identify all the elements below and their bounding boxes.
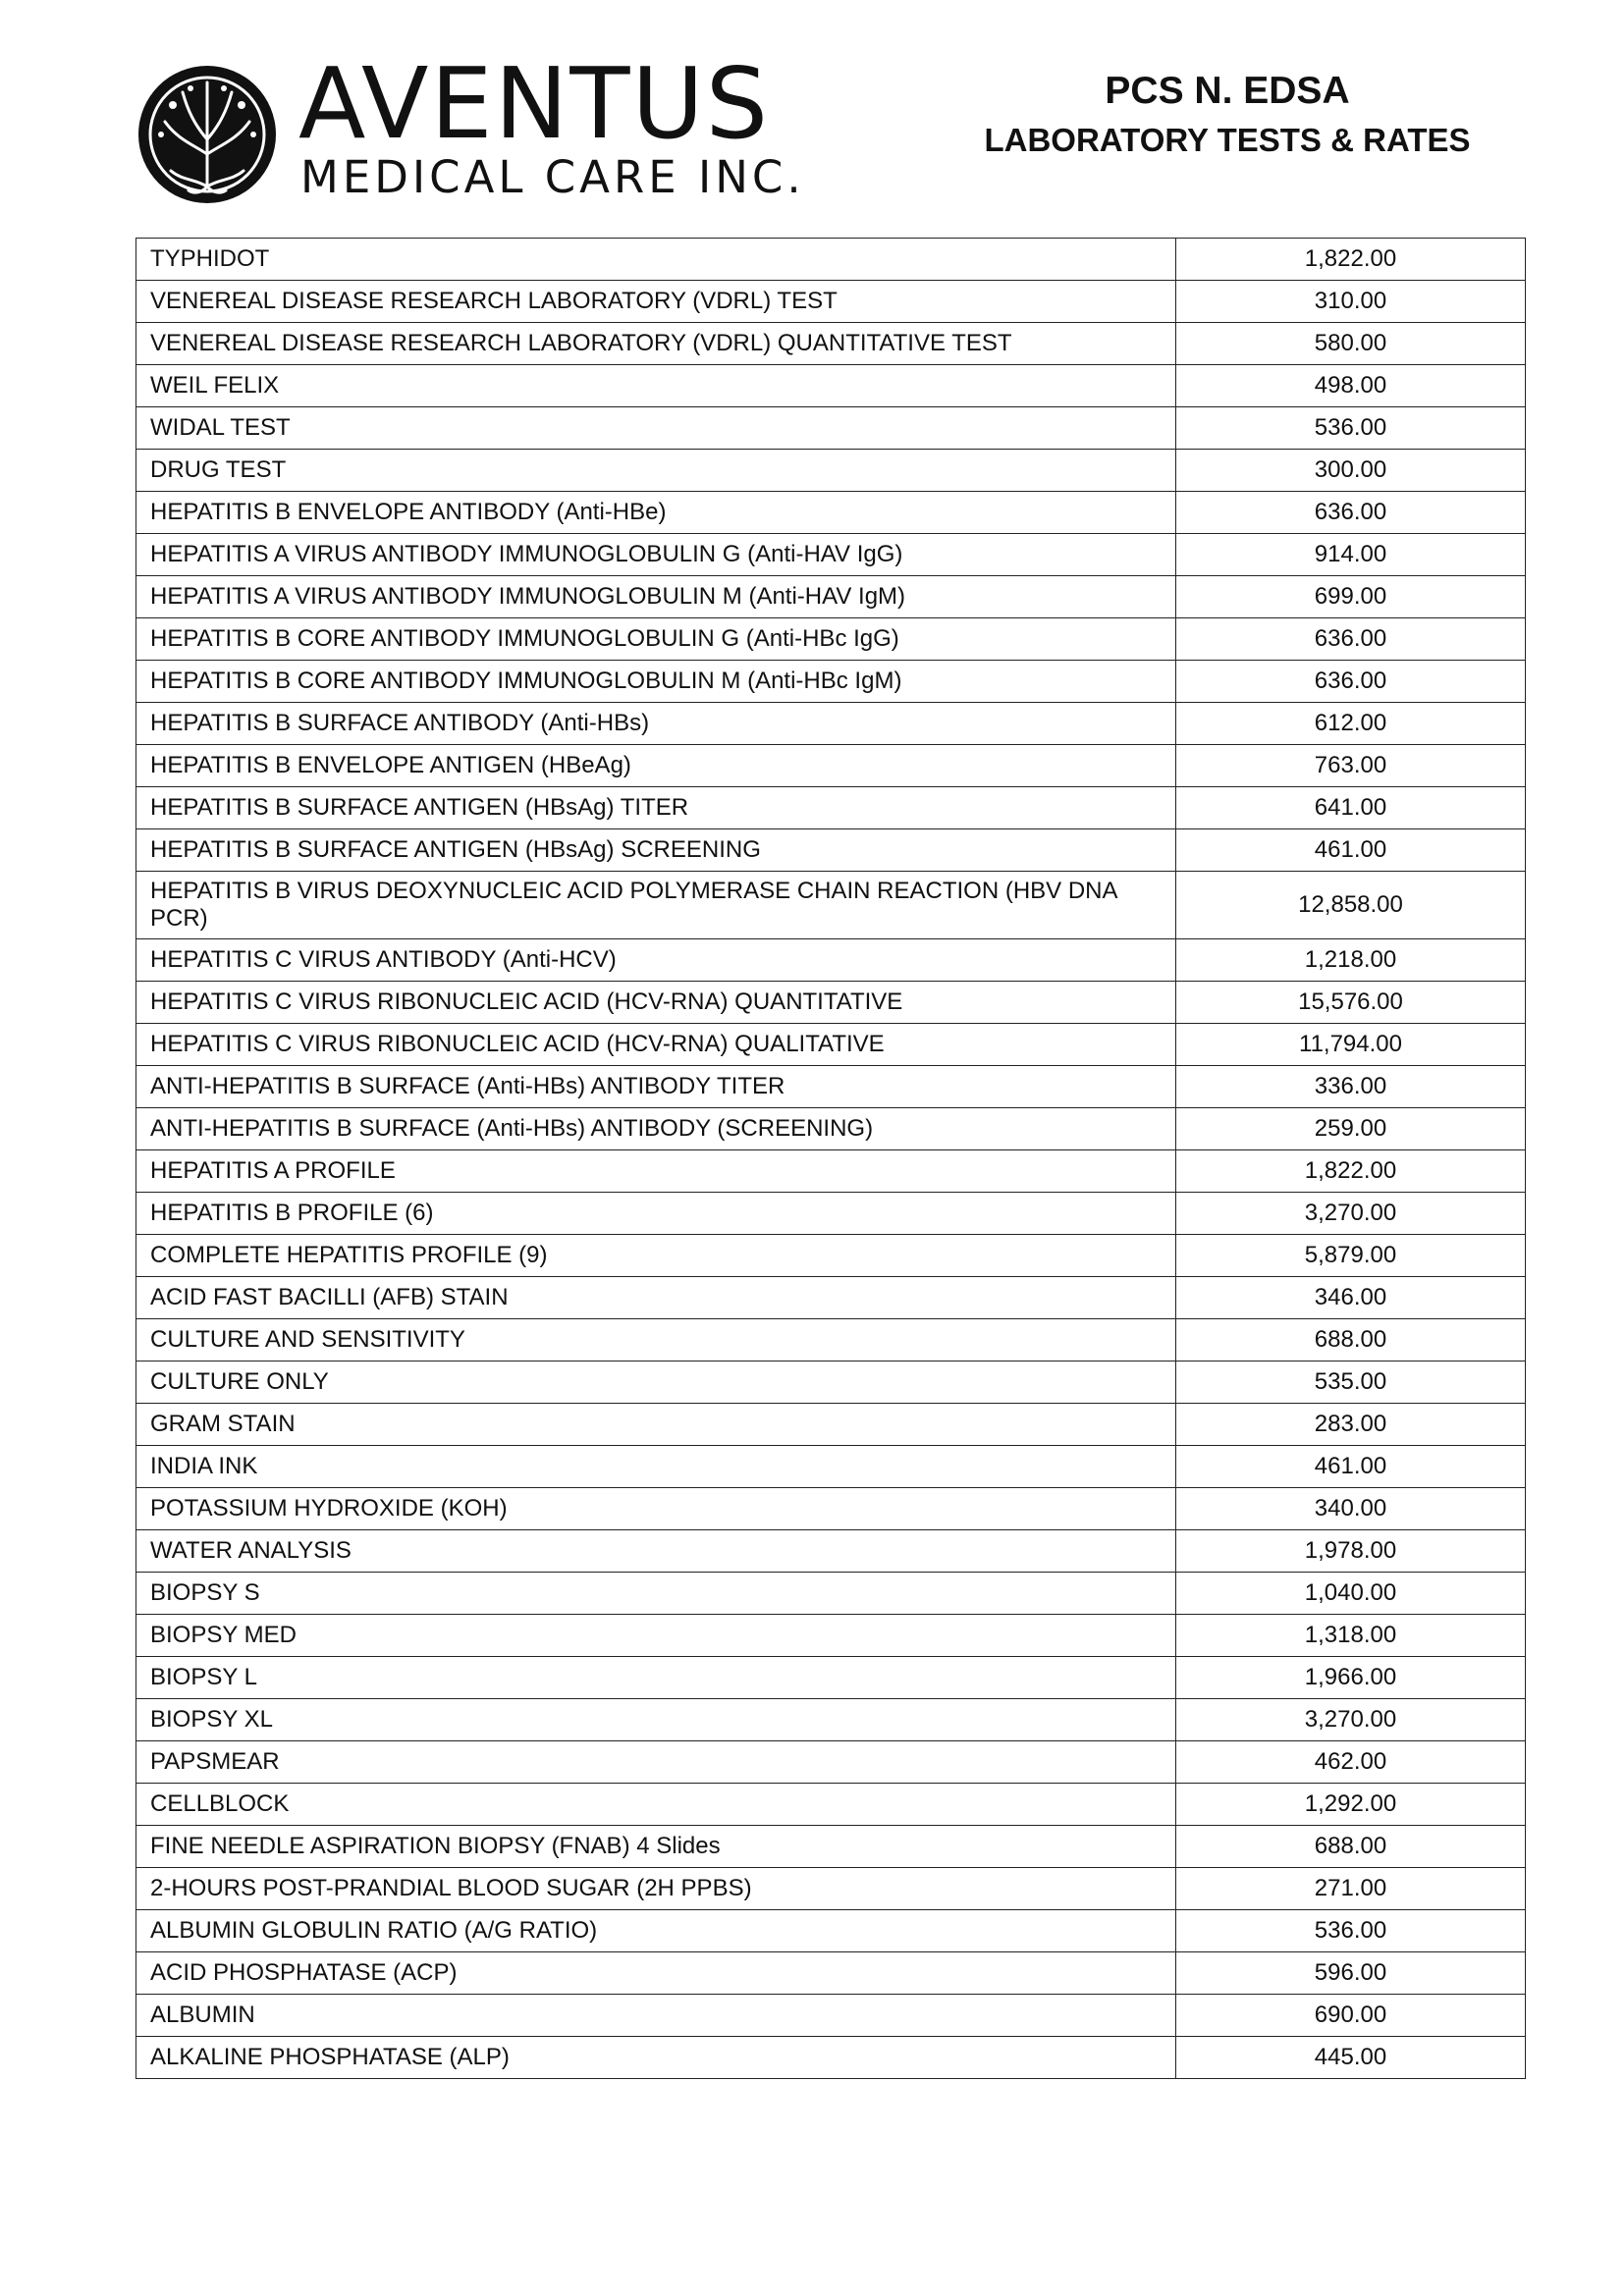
test-name-cell: HEPATITIS A VIRUS ANTIBODY IMMUNOGLOBULIN M (Anti-HAV IgM): [136, 576, 1176, 618]
table-row: [136, 618, 1526, 661]
price-cell: 612.00: [1176, 703, 1526, 745]
table-row: [136, 492, 1526, 534]
price-cell: 914.00: [1176, 534, 1526, 576]
test-name-cell: ALKALINE PHOSPHATASE (ALP): [136, 2037, 1176, 2079]
table-row: [136, 1995, 1526, 2037]
price-cell: 1,318.00: [1176, 1615, 1526, 1657]
price-cell: 596.00: [1176, 1952, 1526, 1995]
document-header: [972, 67, 1483, 165]
company-name: AVENTUS: [298, 46, 771, 161]
table-row: [136, 745, 1526, 787]
test-name-cell: BIOPSY XL: [136, 1699, 1176, 1741]
table-row: [136, 1446, 1526, 1488]
price-cell: 636.00: [1176, 492, 1526, 534]
table-row: [136, 281, 1526, 323]
price-cell: 340.00: [1176, 1488, 1526, 1530]
test-name-cell: ANTI-HEPATITIS B SURFACE (Anti-HBs) ANTIBODY (SCREENING): [136, 1108, 1176, 1150]
price-cell: 271.00: [1176, 1868, 1526, 1910]
table-row: [136, 1404, 1526, 1446]
test-name-cell: GRAM STAIN: [136, 1404, 1176, 1446]
price-cell: 688.00: [1176, 1826, 1526, 1868]
price-cell: 498.00: [1176, 365, 1526, 407]
test-name-cell: HEPATITIS A PROFILE: [136, 1150, 1176, 1193]
table-row: [136, 1699, 1526, 1741]
price-cell: 1,966.00: [1176, 1657, 1526, 1699]
table-row: [136, 872, 1526, 939]
table-row: [136, 1066, 1526, 1108]
table-row: [136, 1910, 1526, 1952]
price-cell: 699.00: [1176, 576, 1526, 618]
price-cell: 536.00: [1176, 1910, 1526, 1952]
table-row: [136, 703, 1526, 745]
table-row: [136, 1784, 1526, 1826]
table-row: [136, 1319, 1526, 1362]
price-cell: 636.00: [1176, 661, 1526, 703]
price-cell: 535.00: [1176, 1362, 1526, 1404]
rates-table: [135, 238, 1526, 2079]
test-name-cell: CULTURE AND SENSITIVITY: [136, 1319, 1176, 1362]
test-name-cell: ALBUMIN GLOBULIN RATIO (A/G RATIO): [136, 1910, 1176, 1952]
test-name-cell: BIOPSY L: [136, 1657, 1176, 1699]
test-name-cell: WIDAL TEST: [136, 407, 1176, 450]
test-name-cell: WEIL FELIX: [136, 365, 1176, 407]
test-name-cell: HEPATITIS A VIRUS ANTIBODY IMMUNOGLOBULIN G (Anti-HAV IgG): [136, 534, 1176, 576]
price-cell: 12,858.00: [1176, 872, 1526, 939]
price-cell: 763.00: [1176, 745, 1526, 787]
table-row: [136, 1150, 1526, 1193]
price-cell: 1,822.00: [1176, 239, 1526, 281]
table-row: [136, 787, 1526, 829]
test-name-cell: HEPATITIS B SURFACE ANTIGEN (HBsAg) SCREENING: [136, 829, 1176, 872]
test-name-cell: POTASSIUM HYDROXIDE (KOH): [136, 1488, 1176, 1530]
price-cell: 1,040.00: [1176, 1573, 1526, 1615]
test-name-cell: BIOPSY MED: [136, 1615, 1176, 1657]
test-name-cell: DRUG TEST: [136, 450, 1176, 492]
price-cell: 310.00: [1176, 281, 1526, 323]
test-name-cell: VENEREAL DISEASE RESEARCH LABORATORY (VDRL) TEST: [136, 281, 1176, 323]
table-row: [136, 450, 1526, 492]
price-cell: 11,794.00: [1176, 1024, 1526, 1066]
test-name-cell: ANTI-HEPATITIS B SURFACE (Anti-HBs) ANTIBODY TITER: [136, 1066, 1176, 1108]
price-cell: 5,879.00: [1176, 1235, 1526, 1277]
price-cell: 1,822.00: [1176, 1150, 1526, 1193]
test-name-cell: CELLBLOCK: [136, 1784, 1176, 1826]
table-row: [136, 2037, 1526, 2079]
test-name-cell: FINE NEEDLE ASPIRATION BIOPSY (FNAB) 4 Slides: [136, 1826, 1176, 1868]
price-cell: 300.00: [1176, 450, 1526, 492]
table-row: [136, 661, 1526, 703]
test-name-cell: HEPATITIS B ENVELOPE ANTIGEN (HBeAg): [136, 745, 1176, 787]
price-cell: 346.00: [1176, 1277, 1526, 1319]
table-row: [136, 939, 1526, 982]
test-name-cell: ALBUMIN: [136, 1995, 1176, 2037]
company-logo: [134, 46, 811, 208]
table-row: [136, 1235, 1526, 1277]
price-cell: 462.00: [1176, 1741, 1526, 1784]
tree-of-life-icon: [134, 61, 281, 208]
price-cell: 641.00: [1176, 787, 1526, 829]
price-cell: 536.00: [1176, 407, 1526, 450]
table-row: [136, 365, 1526, 407]
price-cell: 1,218.00: [1176, 939, 1526, 982]
price-cell: 259.00: [1176, 1108, 1526, 1150]
price-cell: 580.00: [1176, 323, 1526, 365]
document-subtitle: LABORATORY TESTS & RATES: [984, 122, 1471, 158]
test-name-cell: HEPATITIS C VIRUS RIBONUCLEIC ACID (HCV-RNA) QUALITATIVE: [136, 1024, 1176, 1066]
price-cell: 336.00: [1176, 1066, 1526, 1108]
price-cell: 688.00: [1176, 1319, 1526, 1362]
test-name-cell: HEPATITIS B PROFILE (6): [136, 1193, 1176, 1235]
test-name-cell: CULTURE ONLY: [136, 1362, 1176, 1404]
test-name-cell: HEPATITIS B SURFACE ANTIGEN (HBsAg) TITER: [136, 787, 1176, 829]
price-cell: 15,576.00: [1176, 982, 1526, 1024]
table-row: [136, 323, 1526, 365]
price-cell: 3,270.00: [1176, 1699, 1526, 1741]
test-name-cell: PAPSMEAR: [136, 1741, 1176, 1784]
branch-title: PCS N. EDSA: [1105, 70, 1350, 112]
test-name-cell: VENEREAL DISEASE RESEARCH LABORATORY (VDRL) QUANTITATIVE TEST: [136, 323, 1176, 365]
test-name-cell: HEPATITIS C VIRUS RIBONUCLEIC ACID (HCV-RNA) QUANTITATIVE: [136, 982, 1176, 1024]
test-name-cell: ACID FAST BACILLI (AFB) STAIN: [136, 1277, 1176, 1319]
test-name-cell: HEPATITIS B ENVELOPE ANTIBODY (Anti-HBe): [136, 492, 1176, 534]
table-row: [136, 576, 1526, 618]
table-row: [136, 1615, 1526, 1657]
price-cell: 461.00: [1176, 829, 1526, 872]
test-name-cell: INDIA INK: [136, 1446, 1176, 1488]
price-cell: 690.00: [1176, 1995, 1526, 2037]
table-row: [136, 1868, 1526, 1910]
price-cell: 636.00: [1176, 618, 1526, 661]
table-row: [136, 982, 1526, 1024]
company-subtitle: MEDICAL CARE INC.: [300, 151, 805, 203]
table-row: [136, 829, 1526, 872]
table-row: [136, 1657, 1526, 1699]
price-cell: 461.00: [1176, 1446, 1526, 1488]
table-row: [136, 1108, 1526, 1150]
test-name-cell: HEPATITIS B VIRUS DEOXYNUCLEIC ACID POLYMERASE CHAIN REACTION (HBV DNA PCR): [136, 872, 1176, 939]
table-row: [136, 239, 1526, 281]
price-cell: 445.00: [1176, 2037, 1526, 2079]
test-name-cell: HEPATITIS B CORE ANTIBODY IMMUNOGLOBULIN M (Anti-HBc IgM): [136, 661, 1176, 703]
price-cell: 283.00: [1176, 1404, 1526, 1446]
price-cell: 1,292.00: [1176, 1784, 1526, 1826]
price-cell: 1,978.00: [1176, 1530, 1526, 1573]
table-row: [136, 1193, 1526, 1235]
table-row: [136, 1024, 1526, 1066]
test-name-cell: TYPHIDOT: [136, 239, 1176, 281]
test-name-cell: HEPATITIS B SURFACE ANTIBODY (Anti-HBs): [136, 703, 1176, 745]
test-name-cell: HEPATITIS B CORE ANTIBODY IMMUNOGLOBULIN G (Anti-HBc IgG): [136, 618, 1176, 661]
table-row: [136, 534, 1526, 576]
table-row: [136, 1277, 1526, 1319]
table-row: [136, 1952, 1526, 1995]
price-cell: 3,270.00: [1176, 1193, 1526, 1235]
table-row: [136, 1573, 1526, 1615]
table-row: [136, 1488, 1526, 1530]
table-row: [136, 407, 1526, 450]
test-name-cell: 2-HOURS POST-PRANDIAL BLOOD SUGAR (2H PPBS): [136, 1868, 1176, 1910]
table-row: [136, 1826, 1526, 1868]
test-name-cell: ACID PHOSPHATASE (ACP): [136, 1952, 1176, 1995]
test-name-cell: WATER ANALYSIS: [136, 1530, 1176, 1573]
table-row: [136, 1741, 1526, 1784]
test-name-cell: BIOPSY S: [136, 1573, 1176, 1615]
test-name-cell: HEPATITIS C VIRUS ANTIBODY (Anti-HCV): [136, 939, 1176, 982]
test-name-cell: COMPLETE HEPATITIS PROFILE (9): [136, 1235, 1176, 1277]
table-row: [136, 1362, 1526, 1404]
table-row: [136, 1530, 1526, 1573]
